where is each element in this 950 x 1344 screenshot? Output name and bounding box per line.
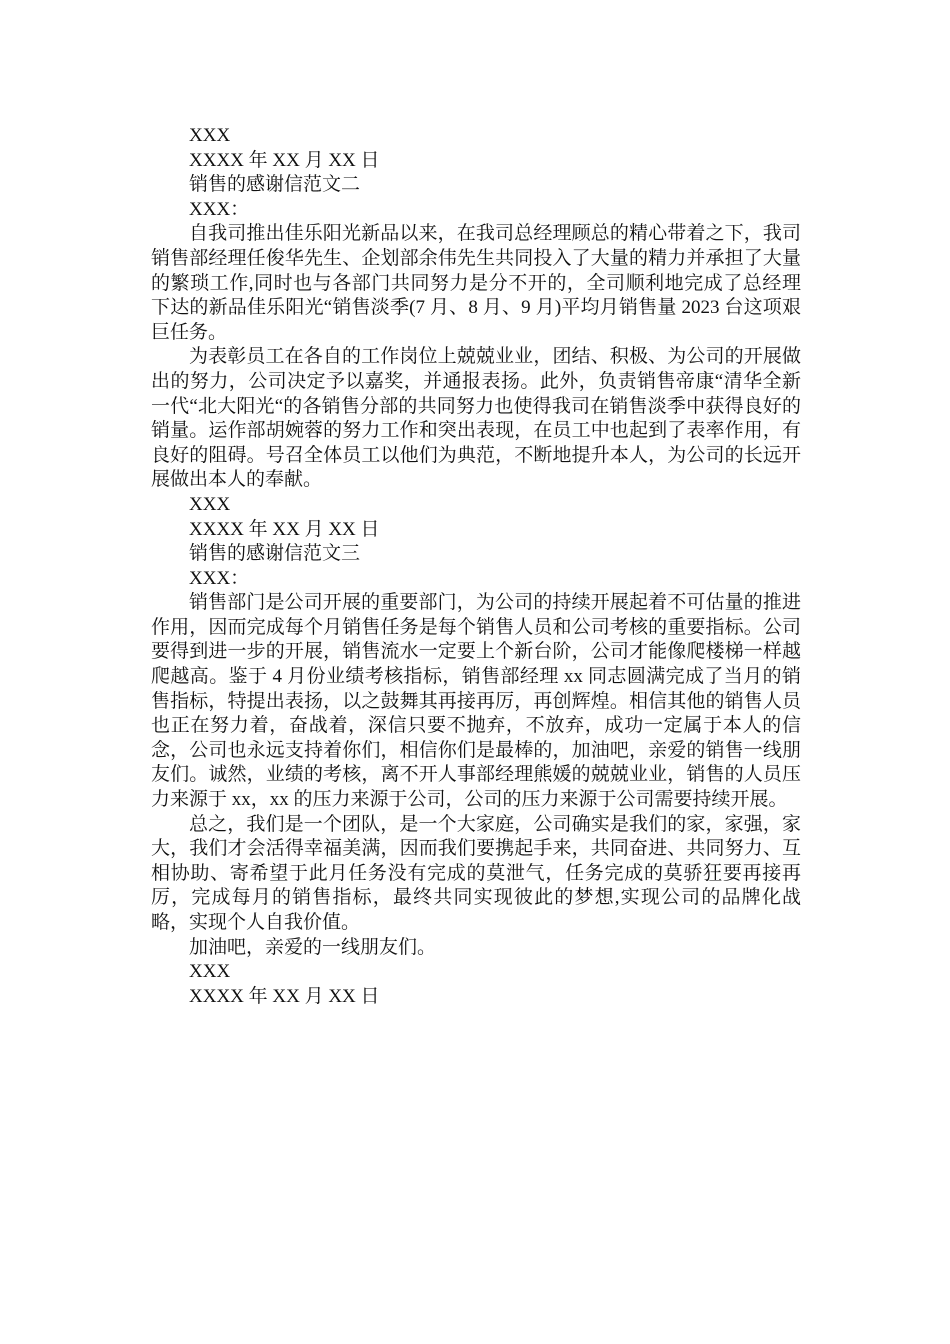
- letter-three-salutation: XXX：: [189, 567, 250, 589]
- document-page: [151, 124, 801, 1009]
- letter-three-paragraph: 总之，我们是一个团队，是一个大家庭，公司确实是我们的家，家强，家大，我们才会活得幸福美满，因而我们要携起手来，共同奋进、共同努力、互相协助、寄希望于此月任务没有完成的莫泄气，任务完成的莫骄狂要再接再厉，完成每月的销售指标，最终共同实现彼此的梦想,实现公司的品牌化战略，实现个人自我价值。: [151, 813, 801, 933]
- letter-two-salutation: XXX：: [189, 198, 250, 220]
- letter-two-paragraph: 为表彰员工在各自的工作岗位上兢兢业业，团结、积极、为公司的开展做出的努力，公司决定予以嘉奖，并通报表扬。此外，负责销售帝康“清华全新一代“北大阳光“的各销售分部的共同努力也使得我司在销售淡季中获得良好的销量。运作部胡婉蓉的努力工作和突出表现，在员工中也起到了表率作用，有良好的阻碍。号召全体员工以他们为典范，不断地提升本人，为公司的长远开展做出本人的奉献。: [151, 346, 801, 491]
- letter-two-signer: XXX: [189, 493, 231, 515]
- letter-one-date: XXXX 年 XX 月 XX 日: [189, 149, 380, 171]
- letter-two-date: XXXX 年 XX 月 XX 日: [189, 518, 380, 540]
- letter-three-title: 销售的感谢信范文三: [189, 543, 361, 565]
- letter-one-signer: XXX: [189, 125, 231, 146]
- letter-three-date: XXXX 年 XX 月 XX 日: [189, 985, 380, 1007]
- letter-two-paragraph: 自我司推出佳乐阳光新品以来，在我司总经理顾总的精心带着之下，我司销售部经理任俊华先生、企划部余伟先生共同投入了大量的精力并承担了大量的繁琐工作,同时也与各部门共同努力是分不开的，全司顺利地完成了总经理下达的新品佳乐阳光“销售淡季(7 月、8 月、9 月)平均月销售量 2023 台这项艰巨任务。: [151, 223, 801, 343]
- letter-three-signer: XXX: [189, 961, 231, 983]
- letter-three-paragraph: 销售部门是公司开展的重要部门，为公司的持续开展起着不可估量的推进作用，因而完成每个月销售任务是每个销售人员和公司考核的重要指标。公司要得到进一步的开展，销售流水一定要上个新台阶，公司才能像爬楼梯一样越爬越高。鉴于 4 月份业绩考核指标，销售部经理 xx 同志圆满完成了当月的销售指标，特提出表扬，以之鼓舞其再接再厉，再创辉煌。相信其他的销售人员也正在努力着，奋战着，深信只要不抛弃，不放弃，成功一定属于本人的信念，公司也永远支持着你们，相信你们是最棒的，加油吧，亲爱的销售一线朋友们。诚然，业绩的考核，离不开人事部经理熊媛的兢兢业业，销售的人员压力来源于 xx，xx 的压力来源于公司，公司的压力来源于公司需要持续开展。: [151, 592, 801, 811]
- letter-two-title: 销售的感谢信范文二: [189, 174, 361, 196]
- letter-three-closing-remark: 加油吧，亲爱的一线朋友们。: [189, 936, 437, 958]
